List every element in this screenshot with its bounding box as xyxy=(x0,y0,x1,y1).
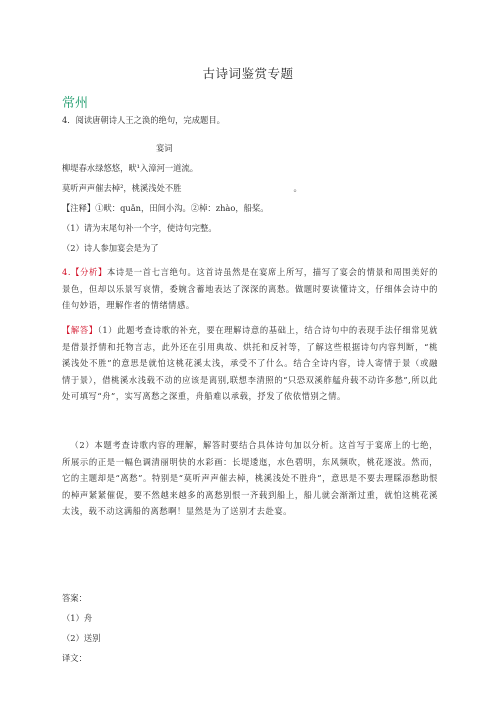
region-heading: 常州 xyxy=(62,96,89,111)
solution-text-1: （1）此题考查诗歌的补充，要在理解诗意的基础上，结合诗句中的表现手法仔细常见就是借景抒情和托物言志，此外还在引用典故、烘托和反衬等，了解这些根据诗句内容判断，“桃溪浅处不胜”的意思是就怕这桃花溪太浅，承受不了什么。结合全诗内容，诗人寄情于景（或融情于景），借桃溪水浅载不动的应该是离别,联想李清照的“只恐双溪舴艋舟载不动许多愁”,所以此处可填写“舟”，实写离愁之深重，舟船难以承载，抒发了依依惜别之情。 xyxy=(62,325,438,402)
poem-line-2-end: 。 xyxy=(293,183,302,193)
annotation-note: 【注释】①畎：quǎn，田间小沟。②棹：zhào，船桨。 xyxy=(62,203,269,213)
sub-question-2: （2）诗人参加宴会是为了 xyxy=(62,243,159,253)
solution-paragraph-1 xyxy=(62,322,438,405)
analysis-paragraph xyxy=(62,264,438,314)
solution-tag: 【解答】 xyxy=(62,325,98,335)
analysis-number: 4. xyxy=(62,267,72,277)
analysis-tag: 【分析】 xyxy=(71,267,107,277)
poem-line-1: 柳堤春水绿悠悠，畎¹入漳河一道流。 xyxy=(62,163,199,173)
translation-label: 译文： xyxy=(62,653,87,663)
poem-line-2 xyxy=(62,183,302,194)
answer-label: 答案： xyxy=(62,593,87,603)
analysis-text: 本诗是一首七言绝句。这首诗虽然是在宴席上所写，描写了宴会的情景和周围美好的景色，但却以乐景写哀情，委婉含蓄地表达了深深的离愁。做题时要读懂诗文，仔细体会诗中的佳句妙语，理解作者的情绪情感。 xyxy=(62,267,438,311)
answer-2: （2）送别 xyxy=(62,633,101,643)
poem-line-2-text: 莫听声声催去棹²，桃溪浅处不胜 xyxy=(62,183,182,193)
sub-question-1: （1）请为末尾句补一个字，使诗句完整。 xyxy=(62,223,217,233)
question-intro: 4．阅读唐朝诗人王之涣的绝句，完成题目。 xyxy=(62,115,225,125)
poem-title: 宴词 xyxy=(156,143,173,153)
solution-paragraph-2: （2）本题考查诗歌内容的理解，解答时要结合具体诗句加以分析。这首写于宴席上的七绝，所展示的正是一幅色调清丽明快的水彩画：长堤逶迤，水色碧明，东风频吹，桃花逐波。然而，它的主题却是“离愁”。特别是“莫听声声催去棹，桃溪浅处不胜舟”，意思是不要去理睬添愁助恨的棹声紧紧催促，要不然越来越多的离愁别恨一齐载到船上，船儿就会渐渐过重，就怕这桃花溪太浅，载不动这满船的离愁啊！显然是为了送别才去赴宴。 xyxy=(62,440,438,517)
page-title: 古诗词鉴赏专题 xyxy=(202,66,294,81)
answer-1: （1）舟 xyxy=(62,613,93,623)
